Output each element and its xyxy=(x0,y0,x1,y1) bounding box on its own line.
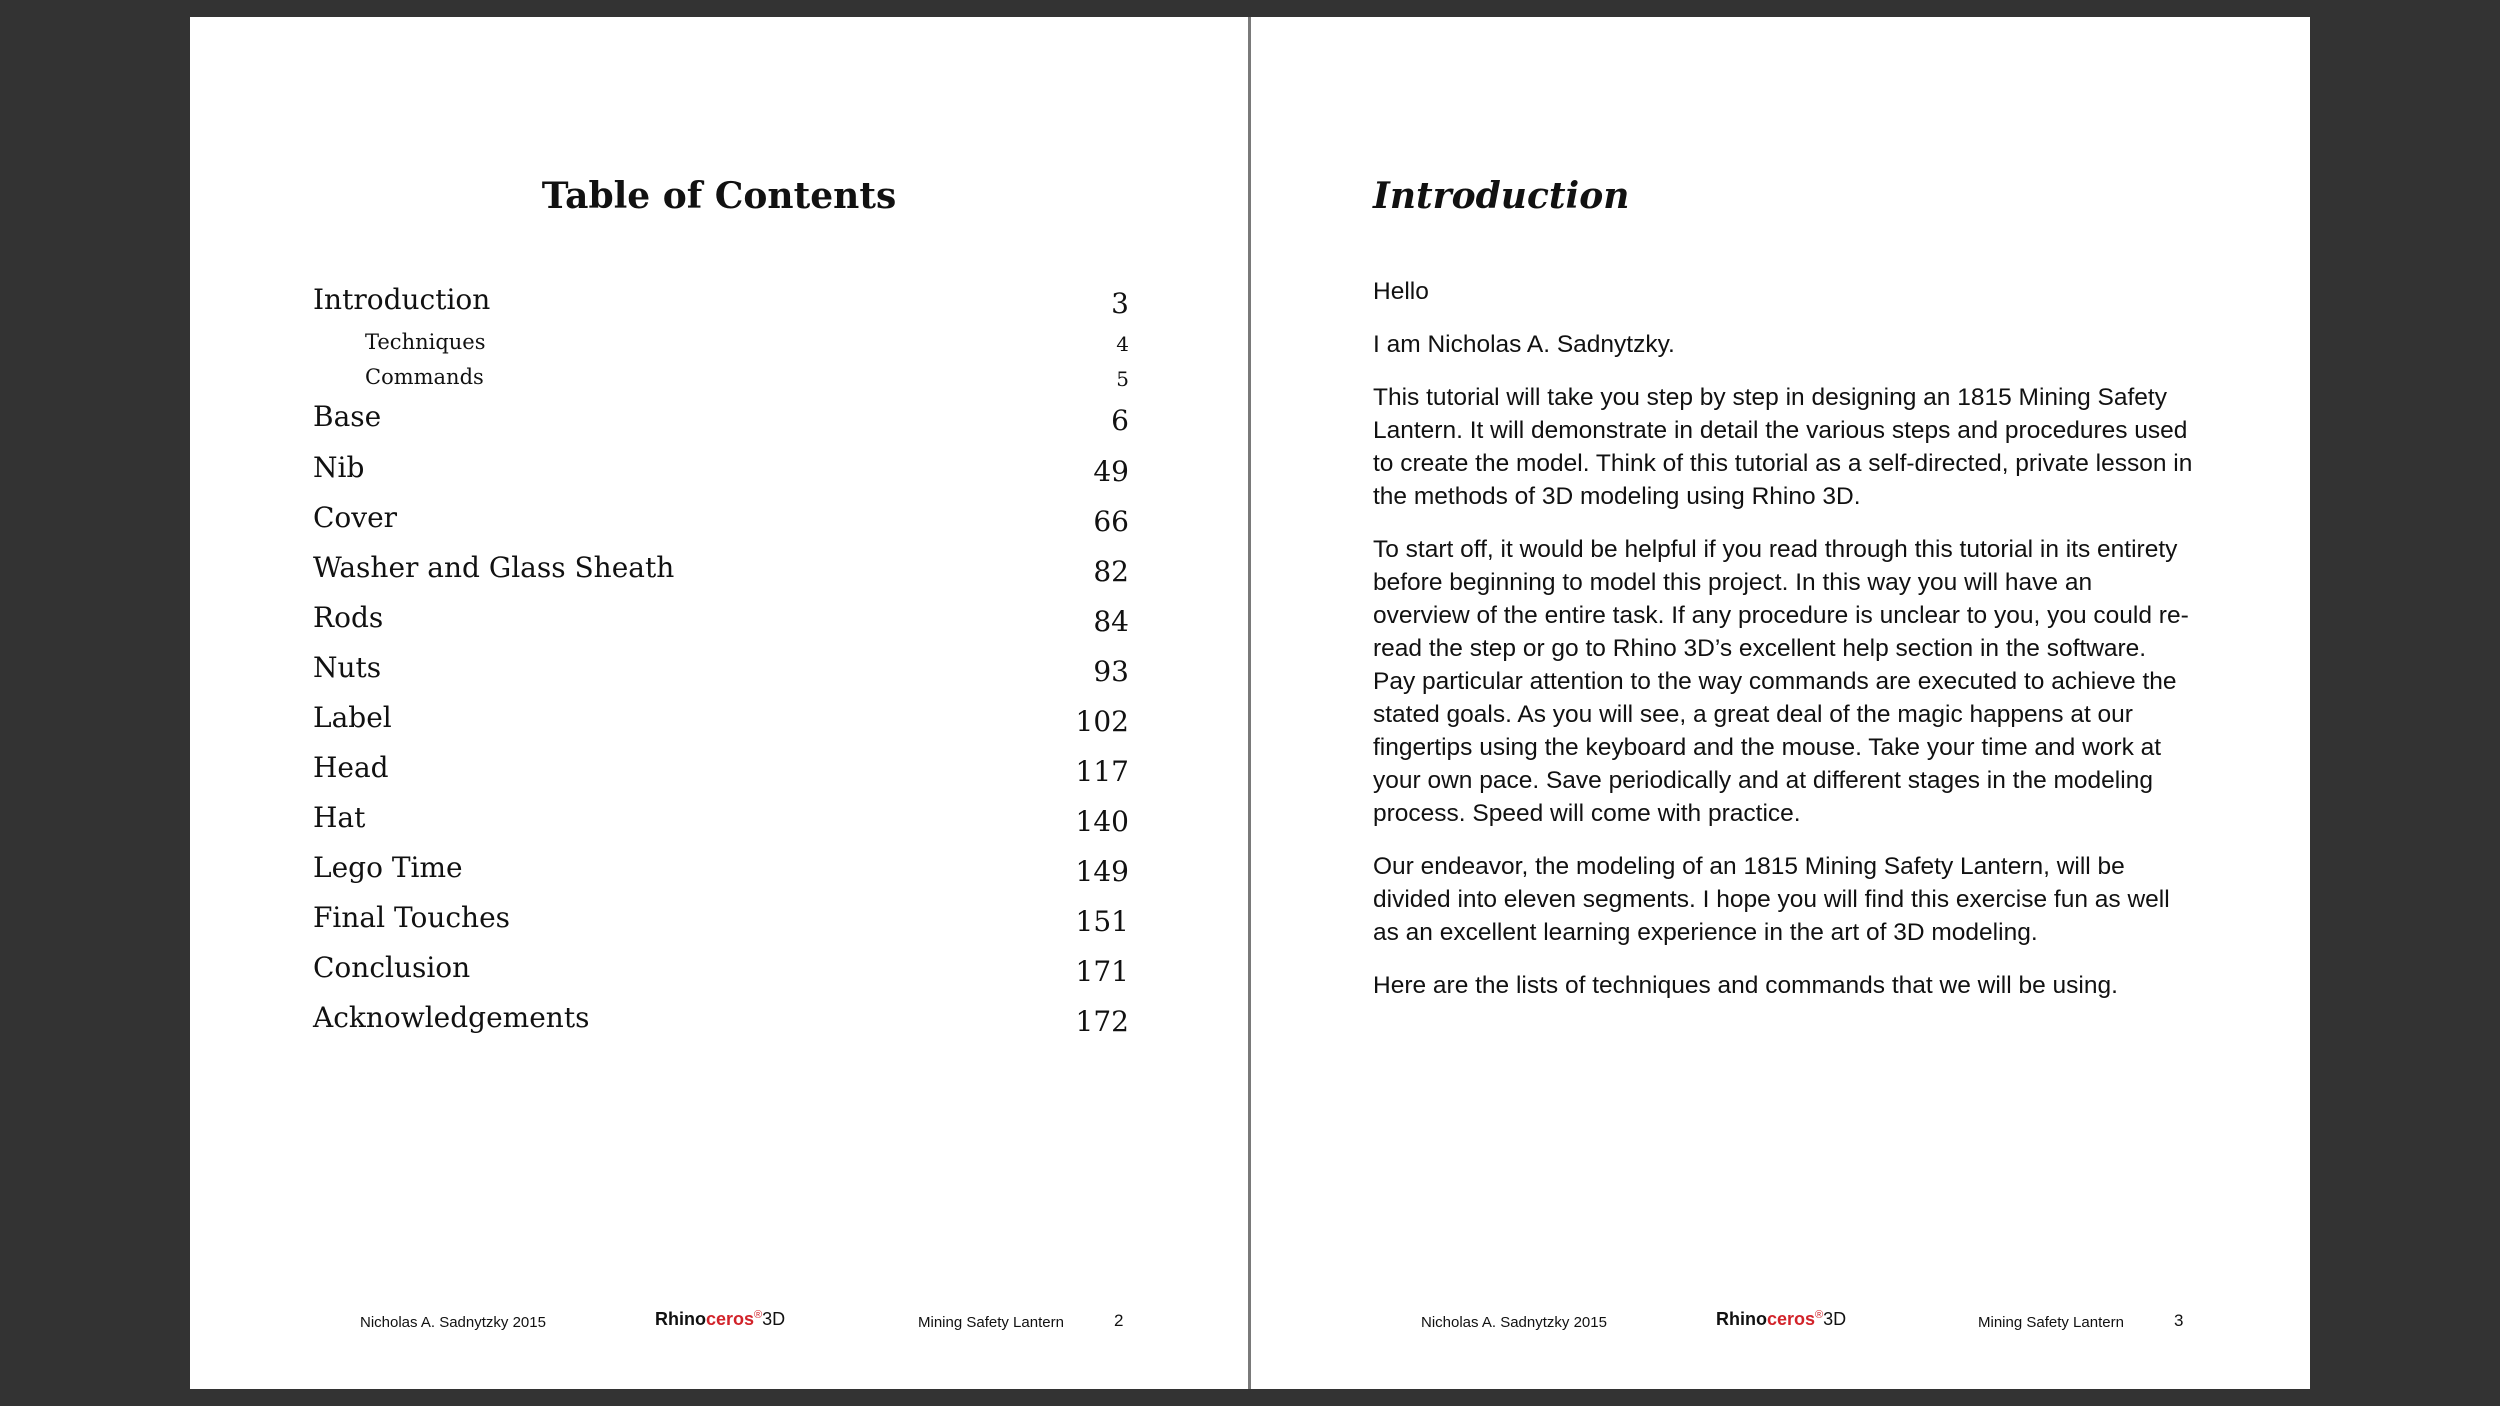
toc-entry-cover[interactable] xyxy=(313,501,1129,538)
intro-body xyxy=(1373,275,2193,1022)
toc-entry-label-section[interactable] xyxy=(313,701,1129,738)
footer-brand-logo xyxy=(1716,1309,1846,1330)
toc-entry-page: 5 xyxy=(1116,367,1129,391)
brand-ceros: ceros xyxy=(706,1309,755,1329)
intro-paragraph-lists: Here are the lists of techniques and commands that we will be using. xyxy=(1373,972,2118,999)
intro-paragraph-getting-started: To start off, it would be helpful if you read through this tutorial in its entirety before beginning to model this project. In this way you will have an overview of the entire task. If any procedure is unclear to you, you could re-read the step or go to Rhino 3D’s excellent help section in the software. Pay particular attention to the way commands are executed to achieve the stated goals. As you will see, a great deal of the magic happens at our fingertips using the keyboard and the mouse. Take your time and work at your own pace. Save periodically and at different stages in the modeling process. Speed will come with practice. xyxy=(1373,536,2189,827)
brand-registered-mark: ® xyxy=(754,1309,763,1321)
page-right xyxy=(1251,17,2310,1389)
toc-entry-page: 6 xyxy=(1111,404,1129,437)
document-spread xyxy=(190,17,2310,1389)
toc-entry-label: Cover xyxy=(313,501,398,534)
toc-entry-label: Introduction xyxy=(313,283,491,316)
toc-entry-rods[interactable] xyxy=(313,601,1129,638)
toc-title: Table of Contents xyxy=(541,175,897,217)
footer-brand-logo xyxy=(655,1309,785,1330)
toc-entry-nib[interactable] xyxy=(313,451,1129,488)
footer-author: Nicholas A. Sadnytzky 2015 xyxy=(360,1314,546,1331)
brand-3d: 3D xyxy=(1823,1309,1847,1329)
toc-entry-page: 102 xyxy=(1075,705,1129,738)
toc-entry-label: Base xyxy=(313,400,382,433)
toc-entry-base[interactable] xyxy=(313,400,1129,437)
toc-entry-label: Hat xyxy=(313,801,366,834)
footer-page-number: 2 xyxy=(1114,1311,1124,1330)
toc-entry-page: 140 xyxy=(1075,805,1129,838)
toc-entry-lego-time[interactable] xyxy=(313,851,1129,888)
toc-entry-page: 84 xyxy=(1093,605,1129,638)
toc-entry-introduction[interactable] xyxy=(313,283,1129,320)
toc-entry-label: Nuts xyxy=(313,651,382,684)
toc-entry-washer-and-glass-sheath[interactable] xyxy=(313,551,1129,588)
toc-entry-page: 151 xyxy=(1075,905,1129,938)
toc-entry-page: 149 xyxy=(1075,855,1129,888)
toc-entry-commands[interactable] xyxy=(365,365,1129,391)
toc-entry-label: Conclusion xyxy=(313,951,471,984)
footer-author: Nicholas A. Sadnytzky 2015 xyxy=(1421,1314,1607,1331)
toc-entry-label: Lego Time xyxy=(313,851,463,884)
brand-ceros: ceros xyxy=(1767,1309,1816,1329)
footer-doc-title: Mining Safety Lantern xyxy=(918,1314,1064,1331)
toc-entry-page: 171 xyxy=(1075,955,1129,988)
toc-entry-page: 3 xyxy=(1111,287,1129,320)
toc-entry-label: Label xyxy=(313,701,392,734)
intro-title: Introduction xyxy=(1373,175,1630,217)
toc-entry-label: Washer and Glass Sheath xyxy=(313,551,675,584)
toc-entry-page: 66 xyxy=(1093,505,1129,538)
toc-entry-techniques[interactable] xyxy=(365,330,1129,356)
toc-entry-hat[interactable] xyxy=(313,801,1129,838)
brand-rhino: Rhino xyxy=(1716,1309,1767,1329)
toc-entry-nuts[interactable] xyxy=(313,651,1129,688)
toc-entry-acknowledgements[interactable] xyxy=(313,1001,1129,1038)
toc-entry-final-touches[interactable] xyxy=(313,901,1129,938)
intro-paragraph-greeting: Hello xyxy=(1373,278,1429,305)
toc-entry-label: Head xyxy=(313,751,389,784)
intro-paragraph-name: I am Nicholas A. Sadnytzky. xyxy=(1373,331,1675,358)
toc-entry-page: 82 xyxy=(1093,555,1129,588)
page-left xyxy=(190,17,1248,1389)
footer-page-number: 3 xyxy=(2174,1311,2184,1330)
toc-entry-label: Nib xyxy=(313,451,365,484)
toc-entry-label: Rods xyxy=(313,601,384,634)
brand-registered-mark: ® xyxy=(1815,1309,1824,1321)
toc-entry-head[interactable] xyxy=(313,751,1129,788)
toc-entry-label: Final Touches xyxy=(313,901,511,934)
toc-entry-page: 117 xyxy=(1075,755,1129,788)
toc-entry-label: Techniques xyxy=(365,330,486,354)
toc-entry-page: 172 xyxy=(1075,1005,1129,1038)
footer-doc-title: Mining Safety Lantern xyxy=(1978,1314,2124,1331)
intro-paragraph-segments: Our endeavor, the modeling of an 1815 Mining Safety Lantern, will be divided into eleven segments. I hope you will find this exercise fun as well as an excellent learning experience in the art of 3D modeling. xyxy=(1373,853,2170,946)
toc-entry-page: 4 xyxy=(1116,332,1129,356)
toc-entry-label: Commands xyxy=(365,365,484,389)
toc-entry-page: 93 xyxy=(1093,655,1129,688)
brand-rhino: Rhino xyxy=(655,1309,706,1329)
intro-paragraph-overview: This tutorial will take you step by step in designing an 1815 Mining Safety Lantern. It will demonstrate in detail the various steps and procedures used to create the model. Think of this tutorial as a self-directed, private lesson in the methods of 3D modeling using Rhino 3D. xyxy=(1373,384,2193,510)
toc-entry-conclusion[interactable] xyxy=(313,951,1129,988)
brand-3d: 3D xyxy=(762,1309,786,1329)
toc-entry-label: Acknowledgements xyxy=(313,1001,590,1034)
toc-entry-page: 49 xyxy=(1093,455,1129,488)
